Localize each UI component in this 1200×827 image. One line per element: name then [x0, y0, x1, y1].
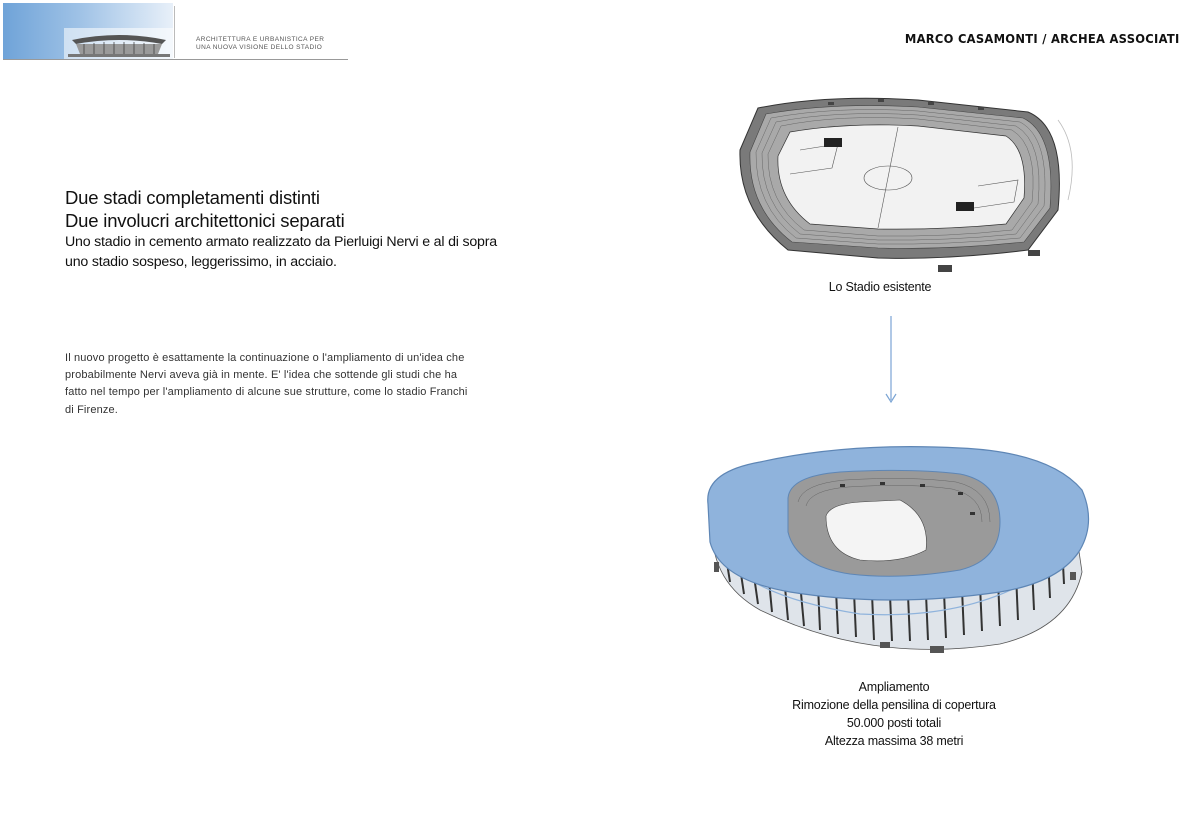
expansion-title: Ampliamento	[858, 680, 930, 694]
body-line-2: probabilmente Nervi aveva già in mente. E' l'idea che sottende gli studi che ha	[65, 369, 458, 382]
body-paragraph	[65, 350, 535, 419]
expansion-line-1: Rimozione della pensilina di copertura	[792, 698, 996, 712]
intro-block	[65, 186, 545, 272]
header-divider-horizontal	[3, 59, 348, 60]
body-line-1: Il nuovo progetto è esattamente la continuazione o l'ampliamento di un'idea che	[65, 352, 465, 364]
body-line-3: fatto nel tempo per l'ampliamento di alcune sue strutture, come lo stadio Franchi	[65, 386, 468, 399]
intro-subline-1: Uno stadio in cemento armato realizzato da Pierluigi Nervi e al di sopra	[65, 234, 497, 250]
arrow-down-icon	[884, 316, 898, 404]
expanded-stadium-drawing	[700, 432, 1095, 664]
existing-stadium-drawing	[728, 90, 1083, 280]
header-band	[0, 0, 350, 62]
firm-name: MARCO CASAMONTI / ARCHEA ASSOCIATI	[905, 31, 1180, 46]
tagline-line-1: ARCHITETTURA E URBANISTICA PER	[196, 36, 325, 43]
body-line-4: di Firenze.	[65, 403, 119, 416]
expansion-line-3: Altezza massima 38 metri	[824, 734, 964, 748]
header-stadium-thumbnail	[64, 28, 174, 60]
header-divider-vertical	[174, 6, 175, 58]
expansion-caption	[760, 678, 1028, 750]
intro-heading-2: Due involucri architettonici separati	[65, 210, 345, 231]
intro-heading-1: Due stadi completamenti distinti	[65, 187, 320, 208]
tagline-line-2: UNA NUOVA VISIONE DELLO STADIO	[196, 44, 323, 51]
header-tagline	[196, 36, 324, 52]
intro-subline-2: uno stadio sospeso, leggerissimo, in acciaio.	[65, 254, 337, 270]
expansion-line-2: 50.000 posti totali	[846, 716, 942, 730]
existing-stadium-caption: Lo Stadio esistente	[828, 280, 932, 294]
